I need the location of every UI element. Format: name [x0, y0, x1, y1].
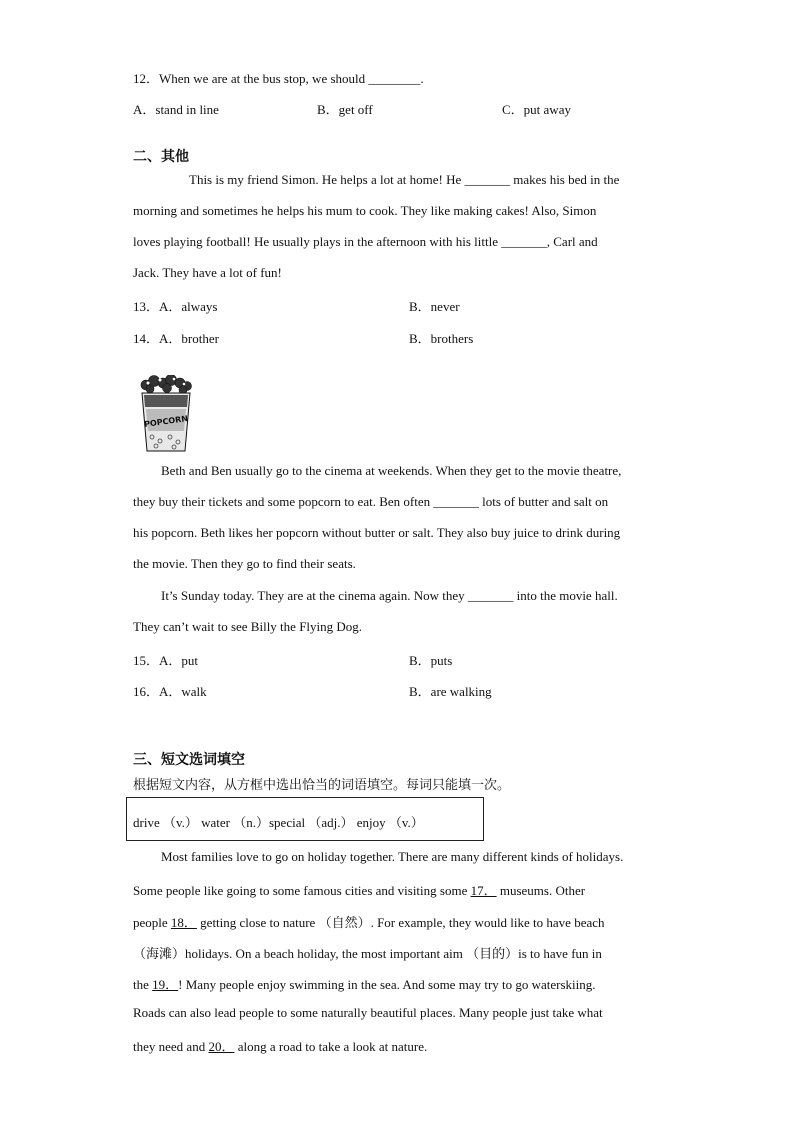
q12-option-c: C．put away: [502, 102, 571, 117]
line-text: getting close to nature （自然）. For example, they would like to have beach: [196, 915, 605, 930]
line-text: Some people like going to some famous cities and visiting some: [133, 883, 471, 898]
passage4-line: [133, 880, 585, 899]
blank-17[interactable]: 17．: [470, 883, 497, 898]
passage4-line: [133, 974, 596, 993]
q15-option-b: B．puts: [409, 653, 453, 668]
q16-option-a: 16．A．walk: [133, 684, 207, 699]
passage4-line: [133, 943, 602, 962]
q12-option-b: B．get off: [317, 102, 373, 117]
question-12-stem: 12．When we are at the bus stop, we should ________.: [133, 71, 424, 86]
popcorn-image: [138, 375, 194, 453]
blank-18[interactable]: 18．: [170, 915, 197, 930]
popcorn-label: POPCORN: [143, 413, 189, 430]
blank-20[interactable]: 20．: [208, 1039, 235, 1054]
section-3-title: 三、短文选词填空: [133, 752, 245, 768]
section-2-title: 二、其他: [133, 149, 189, 165]
passage4-line: [133, 1005, 603, 1021]
line-text: along a road to take a look at nature.: [234, 1039, 428, 1054]
passage2-line: Beth and Ben usually go to the cinema at weekends. When they get to the movie theatre,: [161, 463, 622, 478]
q14-option-b: B．brothers: [409, 331, 474, 346]
passage3-line: It’s Sunday today. They are at the cinema again. Now they _______ into the movie hall.: [161, 588, 618, 603]
passage1-line: morning and sometimes he helps his mum to cook. They like making cakes! Also, Simon: [133, 203, 597, 218]
line-text: ! Many people enjoy swimming in the sea. And some may try to go waterskiing.: [178, 977, 596, 992]
q14-option-a: 14．A．brother: [133, 331, 219, 346]
passage2-line: his popcorn. Beth likes her popcorn without butter or salt. They also buy juice to drink during: [133, 525, 621, 540]
q15-option-a: 15．A．put: [133, 653, 199, 668]
q13-option-b: B．never: [409, 299, 460, 314]
line-text: people: [133, 915, 171, 930]
line-text: museums. Other: [496, 883, 586, 898]
passage2-line: the movie. Then they go to find their seats.: [133, 556, 356, 571]
line-text: the: [133, 977, 153, 992]
word-box: [126, 797, 484, 841]
passage1-line: loves playing football! He usually plays in the afternoon with his little _______, Carl and: [133, 234, 598, 249]
passage1-line: Jack. They have a lot of fun!: [133, 265, 282, 280]
passage4-line: [133, 912, 605, 931]
q12-option-a: A．stand in line: [133, 102, 219, 117]
q16-option-b: B．are walking: [409, 684, 492, 699]
word-box-text: drive （v.） water （n.）special （adj.） enjoy （v.）: [133, 815, 424, 830]
line-text: Roads can also lead people to some naturally beautiful places. Many people just take what: [133, 1005, 603, 1020]
passage1-line: This is my friend Simon. He helps a lot at home! He _______ makes his bed in the: [189, 172, 620, 187]
line-text: Most families love to go on holiday together. There are many different kinds of holidays.: [161, 849, 624, 864]
section-3-instruction: 根据短文内容，从方框中选出恰当的词语填空。每词只能填一次。: [133, 778, 511, 793]
line-text: they need and: [133, 1039, 209, 1054]
passage3-line: They can’t wait to see Billy the Flying Dog.: [133, 619, 363, 634]
blank-19[interactable]: 19．: [152, 977, 179, 992]
q13-option-a: 13．A．always: [133, 299, 218, 314]
passage4-line: [133, 1036, 427, 1055]
passage4-line: [161, 849, 623, 865]
line-text: （海滩）holidays. On a beach holiday, the most important aim （目的）is to have fun in: [133, 946, 602, 961]
passage2-line: they buy their tickets and some popcorn to eat. Ben often _______ lots of butter and salt on: [133, 494, 609, 509]
